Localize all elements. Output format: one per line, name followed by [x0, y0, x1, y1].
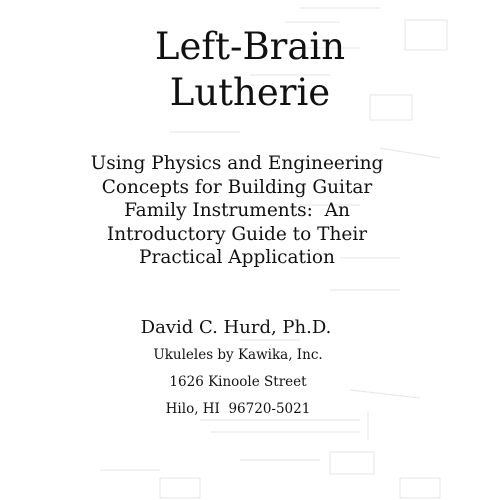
- subtitle-line-1: Using Physics and Engineering: [90, 153, 384, 174]
- subtitle-line-2: Concepts for Building Guitar: [101, 176, 373, 198]
- subtitle-line-5: Practical Application: [139, 247, 335, 268]
- author-name: David C. Hurd, Ph.D.: [140, 317, 332, 338]
- book-title-line-2: Lutherie: [169, 71, 331, 114]
- street-address: 1626 Kinoole Street: [169, 374, 307, 390]
- publisher-name: Ukuleles by Kawika, Inc.: [153, 347, 323, 363]
- subtitle-line-3: Family Instruments: An: [124, 200, 350, 221]
- book-title-line-1: Left-Brain: [154, 25, 346, 68]
- subtitle-line-4: Introductory Guide to Their: [106, 223, 368, 245]
- city-state-zip: Hilo, HI 96720-5021: [165, 401, 311, 417]
